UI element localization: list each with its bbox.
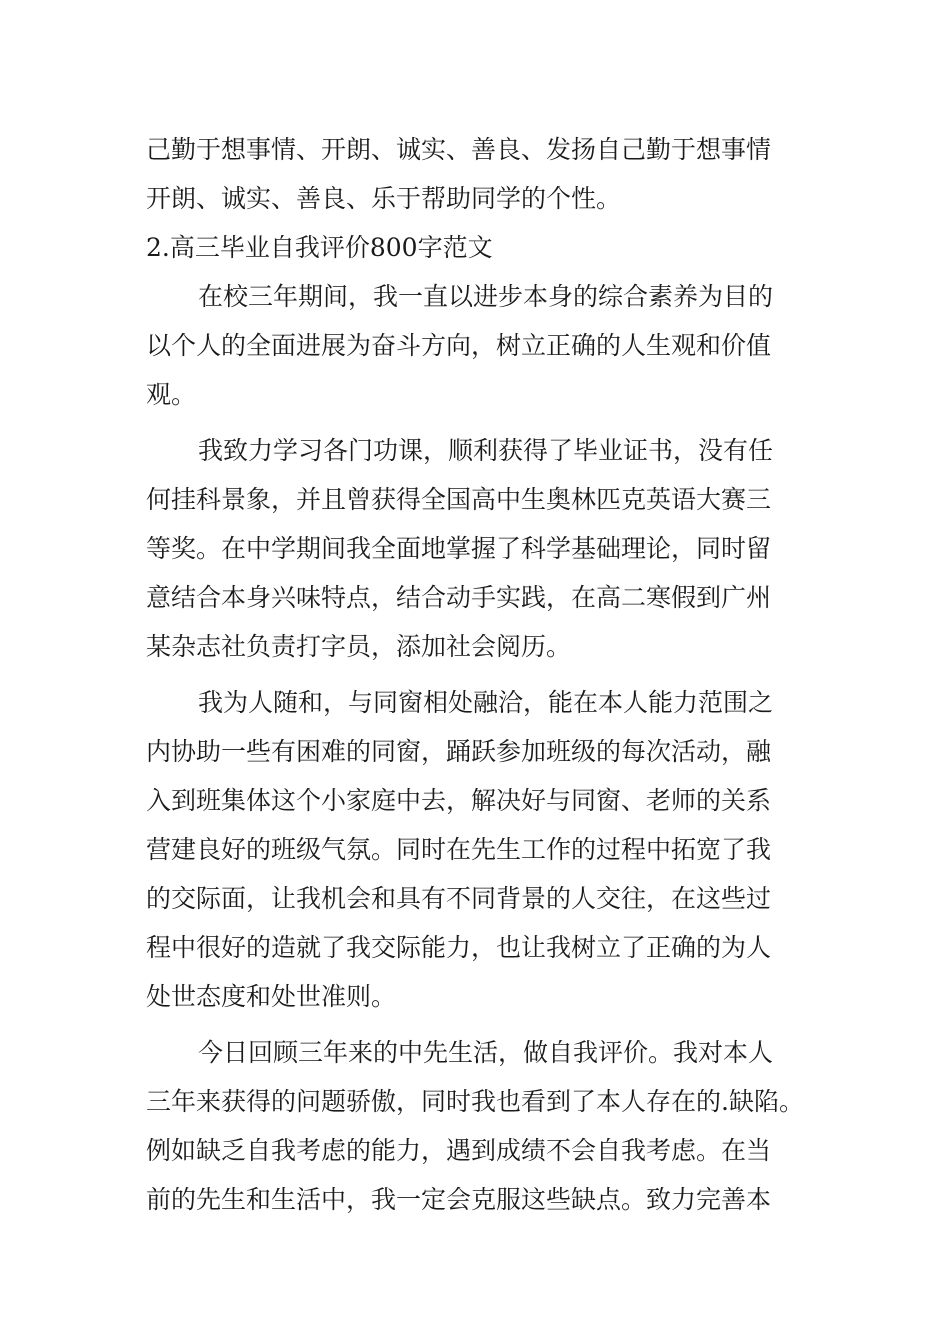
text-line: 例如缺乏自我考虑的能力，遇到成绩不会自我考虑。在当 [146, 1136, 772, 1165]
text-line: 意结合本身兴味特点，结合动手实践，在高二寒假到广州 [146, 583, 772, 612]
text-line: 等奖。在中学期间我全面地掌握了科学基础理论，同时留 [146, 534, 772, 563]
section-heading: 2.高三毕业自我评价800字范文 [146, 233, 493, 262]
document-body [146, 125, 810, 1224]
paragraph-start: 我为人随和，与同窗相处融洽，能在本人能力范围之 [198, 688, 774, 717]
text-line: 何挂科景象，并且曾获得全国高中生奥林匹克英语大赛三 [146, 485, 772, 514]
paragraph-start: 在校三年期间，我一直以进步本身的综合素养为目的 [198, 282, 774, 311]
paragraph-start: 我致力学习各门功课，顺利获得了毕业证书，没有任 [198, 436, 774, 465]
text-line: 以个人的全面进展为奋斗方向，树立正确的人生观和价值 [146, 331, 772, 360]
paragraph-start: 今日回顾三年来的中先生活，做自我评价。我对本人 [198, 1038, 774, 1067]
text-line: 的交际面，让我机会和具有不同背景的人交往，在这些过 [146, 884, 772, 913]
text-line: 前的先生和生活中，我一定会克服这些缺点。致力完善本 [146, 1185, 772, 1214]
text-line: 己勤于想事情、开朗、诚实、善良、发扬自己勤于想事情 [146, 135, 772, 164]
text-line: 入到班集体这个小家庭中去，解决好与同窗、老师的关系 [146, 786, 772, 815]
text-line: 内协助一些有困难的同窗，踊跃参加班级的每次活动，融 [146, 737, 772, 766]
text-line: 开朗、诚实、善良、乐于帮助同学的个性。 [146, 184, 622, 213]
text-line: 某杂志社负责打字员，添加社会阅历。 [146, 632, 572, 661]
text-line: 程中很好的造就了我交际能力，也让我树立了正确的为人 [146, 933, 772, 962]
text-line: 营建良好的班级气氛。同时在先生工作的过程中拓宽了我 [146, 835, 772, 864]
text-line: 观。 [146, 380, 197, 409]
text-line: 三年来获得的问题骄傲，同时我也看到了本人存在的.缺陷。 [146, 1087, 804, 1116]
text-line: 处世态度和处世准则。 [146, 982, 397, 1011]
